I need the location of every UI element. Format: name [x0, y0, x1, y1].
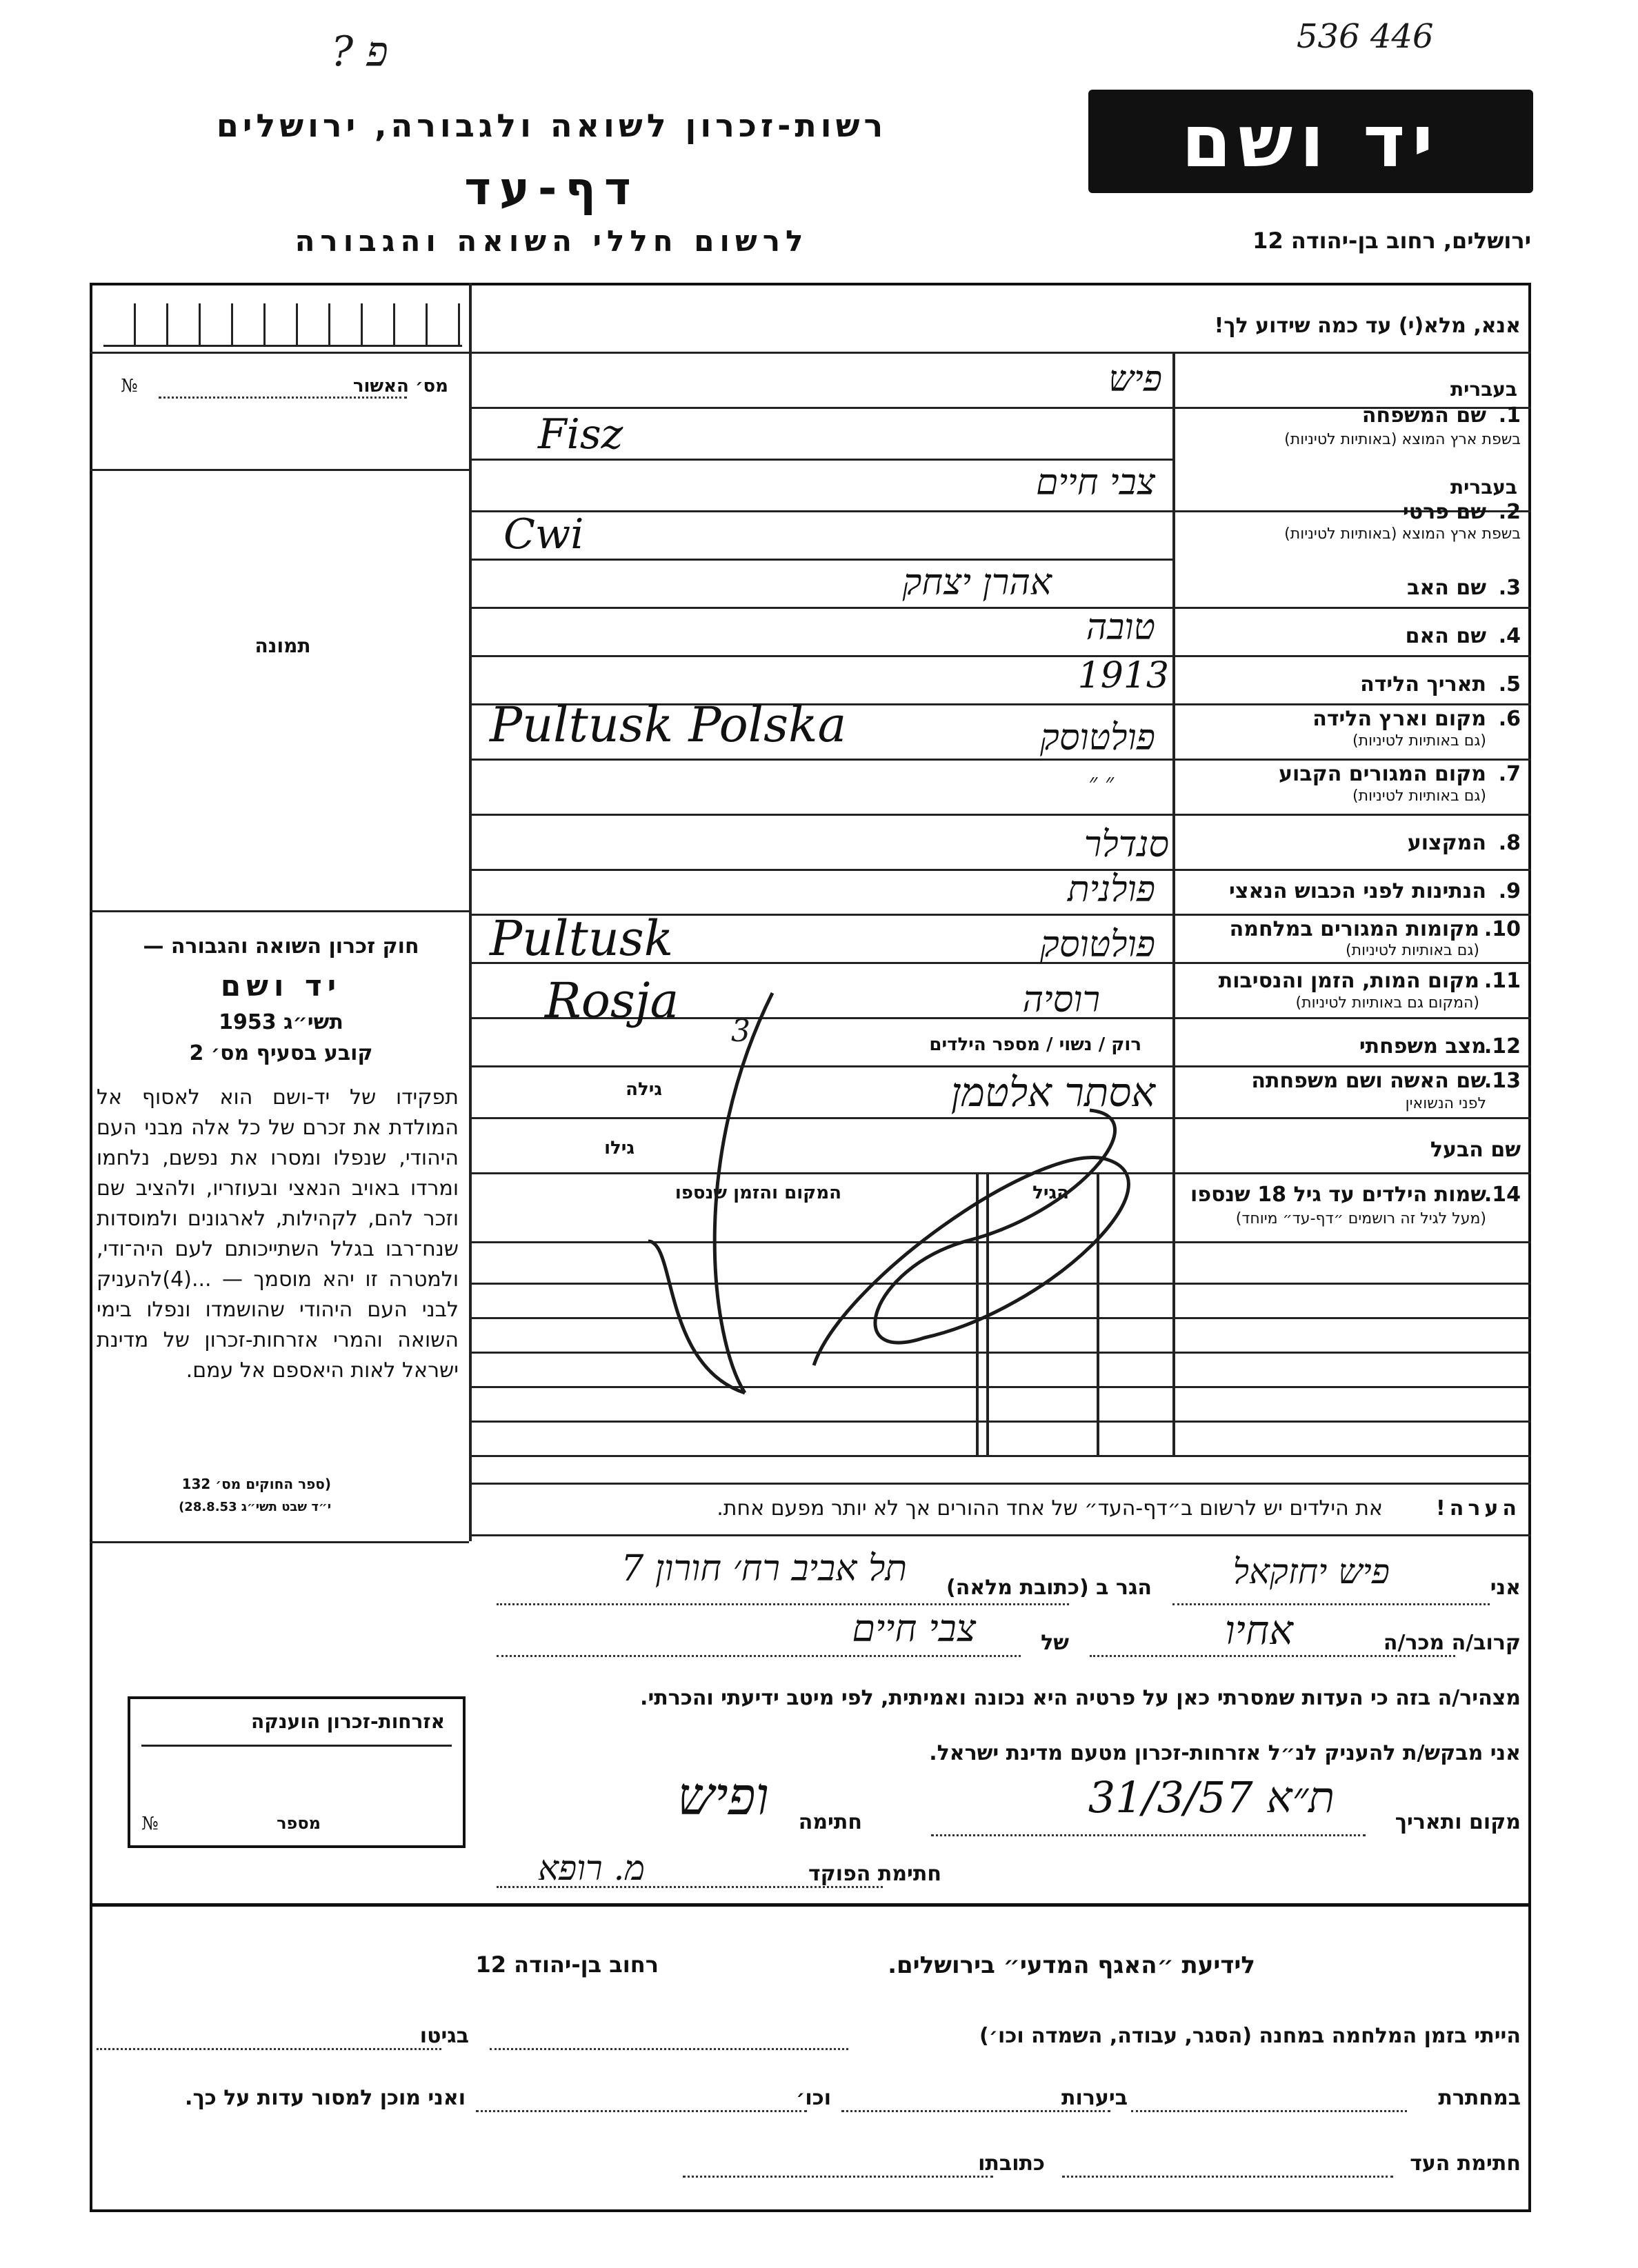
law-text: תפקידו של יד-ושם הוא לאסוף אל המולדת את זכרם של כל אלה מבני העם היהודי, שנפלו ומסרו את נפשם, נלחמו ומרדו באויב הנאצי ובעוזריו, ולהציב שם וזכר להם, לקהילות, לארגונים ולמוסדות שנח־רבו בגלל השתייכותם לעם היה־ודי, ולמטרה זו יהא מוסמך — ...(4)להעניק לבני העם היהודי שהושמדו ונפלו בימי השואה והמרי אזרחות-זכרון של מדינת ישראל לאות היאספם אל עמם. — [97, 1085, 459, 1383]
field-10-sub: (גם באותיות לטיניות) — [1346, 942, 1479, 959]
decl-i-value: פיש יחזקאל — [1232, 1552, 1390, 1592]
approval-label: מס׳ האשור — [352, 376, 448, 397]
decl-request: אני מבקש/ת להעניק לנ״ל אזרחות-זכרון מטעם מדינת ישראל. — [929, 1741, 1521, 1765]
field-1-value-hebrew: פיש — [1108, 359, 1162, 400]
bottom-line2-d: ואני מוכן למסור עדות על כך. — [185, 2086, 466, 2110]
field-11-label: מקום המות, הזמן והנסיבות — [1218, 969, 1479, 993]
decl-statement: מצהיר/ה בזה כי העדות שמסרתי כאן על פרטיה היא נכונה ואמיתית, לפי מיטב ידיעתי והכרתי. — [640, 1686, 1521, 1710]
decl-resident-value: תל אביב רח׳ חורון 7 — [621, 1548, 907, 1589]
field-3-value: אהרן יצחק — [902, 562, 1052, 603]
address: ירושלים, רחוב בן-יהודה 12 — [1252, 228, 1531, 254]
husband-label: שם הבעל — [1430, 1138, 1521, 1162]
field-5-num: 5. — [1498, 672, 1521, 696]
logo-text: יד ושם — [1181, 99, 1440, 183]
law-org: יד ושם — [220, 969, 342, 1003]
bottom-line3-b: כתובתו — [978, 2151, 1045, 2176]
law-year: תשי״ג 1953 — [219, 1010, 343, 1034]
field-11-value-latin: Rosja — [545, 972, 679, 1029]
authority-name: רשות-זכרון לשואה ולגבורה, ירושלים — [216, 107, 888, 144]
field-13-label: שם האשה ושם משפחתה — [1251, 1069, 1486, 1093]
field-2-sub-latin: בשפת ארץ המוצא (באותיות לטיניות) — [1284, 525, 1521, 543]
field-11-value-hebrew: רוסיה — [1022, 979, 1100, 1021]
field-2-sub-hebrew: בעברית — [1450, 476, 1517, 499]
bottom-heading: לידיעת ״האגף המדעי״ בירושלים. — [888, 1951, 1255, 1979]
field-6-label: מקום וארץ הלידה — [1312, 707, 1486, 731]
field-2-value-hebrew: צבי חיים — [1036, 462, 1155, 503]
field-7-num: 7. — [1498, 762, 1521, 786]
field-6-num: 6. — [1498, 707, 1521, 731]
form-title: דף-עד — [464, 162, 639, 215]
children-header: שמות הילדים עד גיל 18 שנספו — [1190, 1183, 1486, 1207]
bottom-line2-b: ביערות — [1061, 2086, 1128, 2110]
field-3-num: 3. — [1498, 576, 1521, 600]
law-source-2: י״ד שבט תשי״ג 28.8.53) — [179, 1500, 331, 1514]
field-10-num: 10. — [1484, 917, 1521, 941]
field-9-value: פולנית — [1067, 869, 1155, 910]
tick-row — [103, 303, 462, 347]
bottom-line2-c: וכו׳ — [796, 2086, 831, 2110]
field-10-value-latin: Pultusk — [490, 910, 674, 967]
field-6-value-hebrew: פולטוסק — [1040, 717, 1155, 759]
field-1-value-latin: Fisz — [538, 410, 623, 459]
handwritten-mark: פ ? — [331, 28, 388, 76]
law-source: (ספר החוקים מס׳ 132 — [181, 1476, 331, 1492]
bottom-line2-a: במחתרת — [1438, 2086, 1521, 2110]
field-1-num: 1. — [1498, 403, 1521, 428]
field-3-label: שם האב — [1407, 576, 1486, 600]
field-9-label: הנתינות לפני הכבוש הנאצי — [1229, 879, 1486, 903]
bottom-line1-a: הייתי בזמן המלחמה במחנה (הסגר, עבודה, השמדה וכו׳) — [979, 2024, 1521, 2048]
children-place-col: המקום והזמן שנספו — [675, 1183, 841, 1203]
field-8-value: סנדלר — [1083, 824, 1169, 865]
field-7-sub: (גם באותיות לטיניות) — [1352, 787, 1486, 805]
cancellation-scrawl — [483, 952, 1207, 1448]
bottom-line1-b: בגיטו — [419, 2024, 469, 2048]
field-4-num: 4. — [1498, 624, 1521, 648]
field-2-value-latin: Cwi — [503, 510, 584, 559]
bottom-line3-a: חתימת העד — [1410, 2151, 1521, 2176]
field-7-label: מקום המגורים הקבוע — [1279, 762, 1486, 786]
field-5-value: 1913 — [1077, 655, 1169, 696]
field-2-label: שם פרטי — [1402, 500, 1486, 524]
field-4-label: שם האם — [1405, 624, 1486, 648]
law-heading: חוק זכרון השואה והגבורה — — [143, 934, 419, 959]
field-13-value: אסתר אלטמן — [950, 1069, 1155, 1116]
field-10-label: מקומות המגורים במלחמה — [1229, 917, 1479, 941]
decl-relative: קרוב/ה מכר/ה — [1383, 1631, 1521, 1655]
field-6-sub: (גם באותיות לטיניות) — [1352, 732, 1486, 750]
bottom-address: רחוב בן-יהודה 12 — [475, 1951, 659, 1978]
field-12-value: 3 — [731, 1014, 750, 1049]
field-11-sub: (המקום גם באותיות לטיניות) — [1295, 994, 1479, 1012]
decl-place-date: מקום ותאריך — [1395, 1810, 1521, 1834]
form-subtitle: לרשום חללי השואה והגבורה — [294, 224, 809, 258]
law-clause: קובע בסעיף מס׳ 2 — [189, 1041, 373, 1065]
field-1-sub-hebrew: בעברית — [1450, 378, 1517, 401]
decl-relative-value: אחיו — [1224, 1607, 1293, 1654]
field-9-num: 9. — [1498, 879, 1521, 903]
field-13-sub: לפני הנשואין — [1405, 1095, 1486, 1112]
photo-label: תמונה — [254, 634, 311, 657]
field-7-value: ״ ״ — [1088, 769, 1114, 796]
citizenship-no: № — [141, 1814, 159, 1834]
field-2-num: 2. — [1498, 500, 1521, 524]
decl-of-value: צבי חיים — [852, 1607, 976, 1650]
decl-official: חתימת הפוקד — [808, 1862, 941, 1886]
field-8-label: המקצוע — [1407, 831, 1486, 855]
decl-place-date-value: ת״א 31/3/57 — [1088, 1772, 1335, 1823]
field-8-num: 8. — [1498, 831, 1521, 855]
children-age-col: הגיל — [1032, 1183, 1069, 1203]
decl-of: של — [1041, 1631, 1069, 1655]
citizenship-number: מספר — [277, 1814, 321, 1833]
field-1-sub-latin: בשפת ארץ המוצא (באותיות לטיניות) — [1284, 431, 1521, 448]
husband-age-label: גילו — [604, 1138, 635, 1158]
field-6-value-latin: Pultusk Polska — [490, 696, 847, 753]
request-text: אנא, מלא(י) עד כמה שידוע לך! — [1214, 314, 1521, 338]
field-12-num: 12. — [1484, 1034, 1521, 1058]
field-13-num: 13. — [1484, 1069, 1521, 1093]
field-12-label: מצב משפחתי — [1359, 1034, 1486, 1058]
field-10-value-hebrew: פולטוסק — [1040, 924, 1155, 965]
decl-i: אני — [1490, 1576, 1521, 1600]
approval-no: № — [121, 376, 138, 397]
children-sub: (מעל לגיל זה רושמים ״דף-עד״ מיוחד) — [1235, 1210, 1486, 1227]
decl-signature: חתימה — [798, 1810, 862, 1834]
note-text: את הילדים יש לרשום ב״דף-העד״ של אחד ההורים אך לא יותר מפעם אחת. — [717, 1496, 1383, 1521]
children-num: 14. — [1484, 1183, 1521, 1207]
field-13-age-label: גילה — [626, 1079, 662, 1100]
decl-signature-value: ופיש — [677, 1765, 769, 1827]
field-12-printed: רוק / נשוי / מספר הילדים — [929, 1034, 1141, 1055]
field-1-label: שם המשפחה — [1361, 403, 1486, 428]
field-4-value: טובה — [1086, 607, 1155, 648]
note-label: הערה! — [1436, 1496, 1521, 1521]
yad-vashem-logo — [1088, 90, 1533, 193]
decl-resident: הגר ב (כתובת מלאה) — [946, 1576, 1152, 1600]
field-5-label: תאריך הלידה — [1360, 672, 1486, 696]
citizenship-title: אזרחות-זכרון הוענקה — [251, 1710, 445, 1733]
decl-official-value: מ. רופא — [538, 1848, 645, 1888]
field-11-num: 11. — [1484, 969, 1521, 993]
handwritten-number: 536 446 — [1297, 17, 1434, 56]
